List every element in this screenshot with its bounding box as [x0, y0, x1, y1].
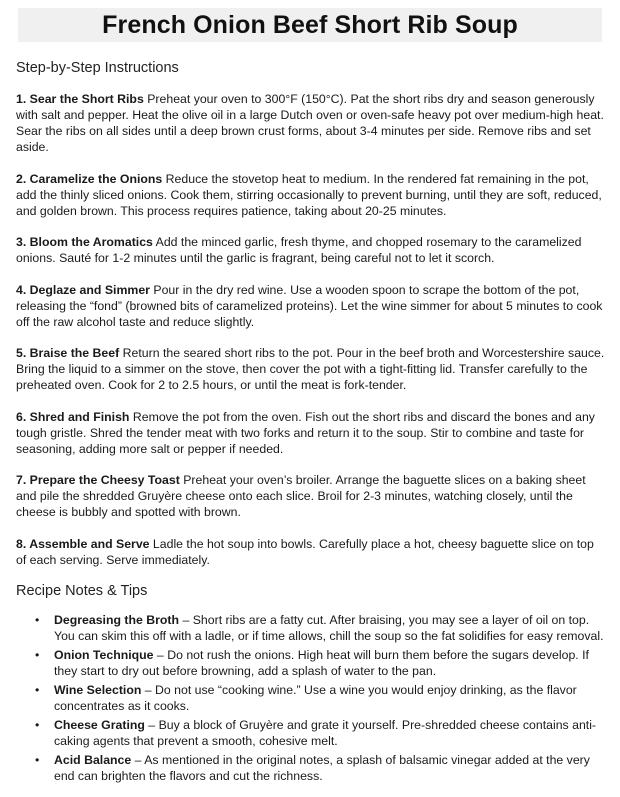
step-label: 2. Caramelize the Onions [16, 171, 163, 186]
note-text: – Do not use “cooking wine.” Use a wine you would enjoy drinking, as the flavor concentrates as it cooks. [54, 683, 577, 713]
note-text: – Do not rush the onions. High heat will burn them before the sugars develop. If they start to dry out before browning, add a splash of water to the pan. [54, 648, 589, 678]
notes-list [14, 612, 606, 784]
title-bar [18, 8, 602, 42]
note-text: – As mentioned in the original notes, a splash of balsamic vinegar added at the very end can brighten the flavors and cut the richness. [54, 753, 590, 783]
step-item [16, 536, 606, 568]
step-label: 5. Braise the Beef [16, 346, 120, 360]
step-text: Remove the pot from the oven. Fish out the short ribs and discard the bones and any tough gristle. Shred the tender meat with two forks and return it to the soup. Stir to combine and taste for seasoning, adding more salt or pepper if needed. [16, 409, 595, 456]
step-item [16, 91, 606, 155]
page-title: French Onion Beef Short Rib Soup [102, 10, 518, 39]
step-text: Pour in the dry red wine. Use a wooden spoon to scrape the bottom of the pot, releasing the “fond” (browned bits of caramelized proteins). Let the wine simmer for about 5 minutes to cook off the raw alcohol taste and reduce slightly. [16, 282, 603, 329]
note-label: Cheese Grating [54, 718, 145, 732]
step-label: 3. Bloom the Aromatics [16, 235, 153, 249]
steps-list [14, 91, 606, 568]
note-item [35, 612, 606, 644]
step-item [16, 409, 606, 457]
note-label: Degreasing the Broth [54, 613, 180, 627]
notes-heading: Recipe Notes & Tips [16, 583, 148, 599]
note-item [35, 647, 606, 679]
note-item [35, 717, 606, 749]
step-label: 6. Shred and Finish [16, 409, 130, 424]
step-text: Add the minced garlic, fresh thyme, and chopped rosemary to the caramelized onions. Sauté for 1-2 minutes until the garlic is fragrant, being careful not to let it scorch. [16, 235, 582, 265]
step-item [16, 282, 606, 330]
step-label: 4. Deglaze and Simmer [16, 282, 150, 297]
bullet-icon: • [35, 648, 40, 662]
bullet-icon: • [35, 683, 40, 697]
step-text: Preheat your oven’s broiler. Arrange the baguette slices on a baking sheet and pile the shredded Gruyère cheese onto each slice. Broil for 2-3 minutes, watching closely, until the cheese is bubbly and spotted with brown. [16, 473, 586, 519]
note-text: – Short ribs are a fatty cut. After braising, you may see a layer of oil on top. You can skim this off with a ladle, or if time allows, chill the soup so the fat solidifies for easy removal. [54, 613, 604, 643]
instructions-heading: Step-by-Step Instructions [16, 60, 179, 76]
step-item [16, 171, 606, 219]
step-text: Ladle the hot soup into bowls. Carefully place a hot, cheesy baguette slice on top of each serving. Serve immediately. [16, 536, 594, 567]
note-text: – Buy a block of Gruyère and grate it yourself. Pre-shredded cheese contains anti-caking agents that prevent a smooth, cohesive melt. [54, 718, 597, 748]
step-item [16, 472, 606, 520]
note-label: Acid Balance [54, 753, 132, 767]
recipe-page [0, 8, 620, 797]
step-text: Preheat your oven to 300°F (150°C). Pat the short ribs dry and season generously with salt and pepper. Heat the olive oil in a large Dutch oven or oven-safe heavy pot over medium-high heat. Sear the ribs on all sides until a deep brown crust forms, about 3-4 minutes per side. Remove ribs and set aside. [16, 92, 604, 154]
note-item [35, 752, 606, 784]
note-label: Onion Technique [54, 648, 154, 662]
bullet-icon: • [35, 613, 40, 627]
step-label: 8. Assemble and Serve [16, 536, 150, 551]
note-label: Wine Selection [54, 683, 142, 697]
step-item [16, 234, 606, 266]
note-item [35, 682, 606, 714]
bullet-icon: • [35, 718, 40, 732]
step-item [16, 345, 606, 393]
step-label: 7. Prepare the Cheesy Toast [16, 473, 180, 487]
bullet-icon: • [35, 753, 40, 767]
step-text: Return the seared short ribs to the pot. Pour in the beef broth and Worcestershire sauce. Bring the liquid to a simmer on the stove, then cover the pot with a tight-fitting lid. Transfer carefully to the preheated oven. Cook for 2 to 2.5 hours, or until the meat is fork-tender. [16, 346, 605, 392]
step-text: Reduce the stovetop heat to medium. In the rendered fat remaining in the pot, add the thinly sliced onions. Cook them, stirring occasionally to prevent burning, until they are soft, reduced, and golden brown. This process requires patience, taking about 20-25 minutes. [16, 171, 602, 218]
step-label: 1. Sear the Short Ribs [16, 92, 144, 106]
